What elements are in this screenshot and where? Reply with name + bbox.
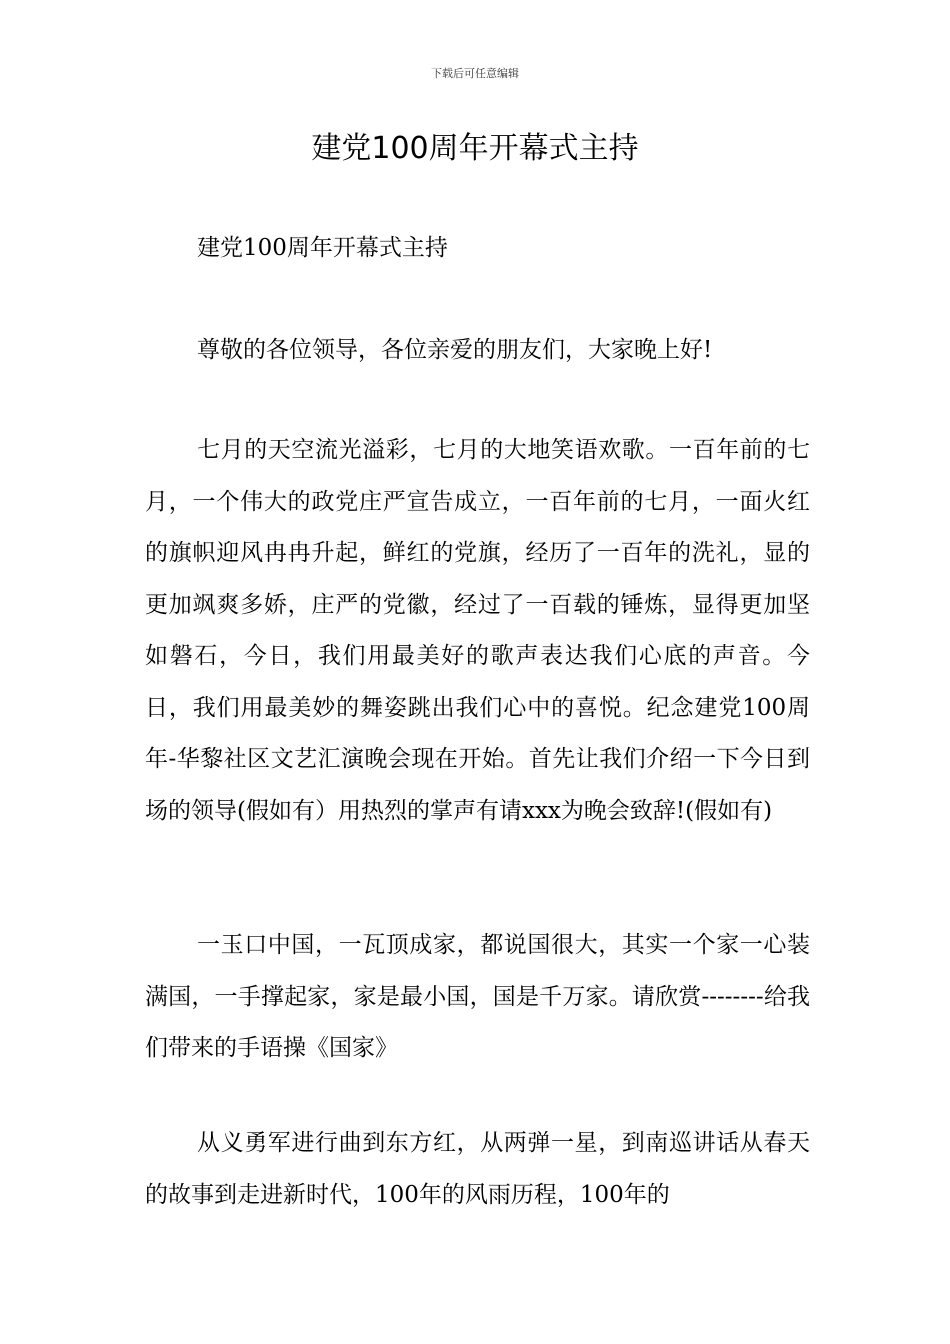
paragraph-opening: 七月的天空流光溢彩，七月的大地笑语欢歌。一百年前的七月，一个伟大的政党庄严宣告成立，一百年前的七月，一面火红的旗帜迎风冉冉升起，鲜红的党旗，经历了一百年的洗礼，显的更加飒爽多娇，庄严的党徽，经过了一百载的锤炼，显得更加坚如磐石，今日，我们用最美好的歌声表达我们心底的声音。今日，我们用最美妙的舞姿跳出我们心中的喜悦。纪念建党100周年-华黎社区文艺汇演晚会现在开始。首先让我们介绍一下今日到场的领导(假如有）用热烈的掌声有请xxx为晚会致辞!(假如有): [145, 437, 810, 824]
paragraph-country: 一玉口中国，一瓦顶成家，都说国很大，其实一个家一心装满国，一手撑起家，家是最小国，国是千万家。请欣赏--------给我们带来的手语操《国家》: [145, 932, 810, 1061]
header-note: 下载后可任意编辑: [431, 67, 519, 80]
paragraph-subtitle: 建党100周年开幕式主持: [197, 235, 448, 261]
paragraph-history: 从义勇军进行曲到东方红，从两弹一星，到南巡讲话从春天的故事到走进新时代，100年的风雨历程，100年的: [145, 1130, 810, 1208]
paragraph-greeting: 尊敬的各位领导，各位亲爱的朋友们，大家晚上好!: [197, 337, 713, 363]
document-title: 建党100周年开幕式主持: [311, 131, 639, 166]
